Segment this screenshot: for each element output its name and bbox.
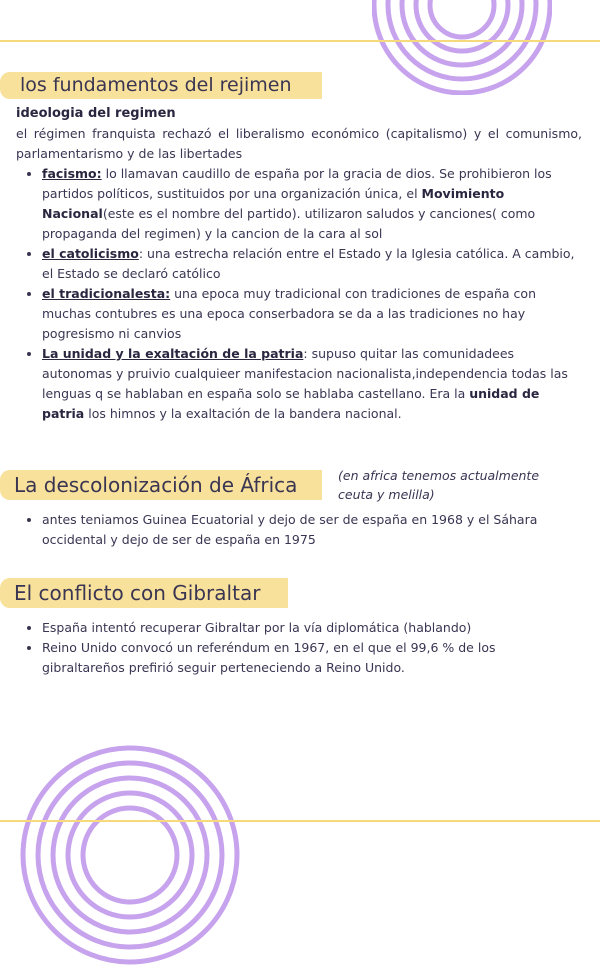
- heading-africa: La descolonización de África: [0, 470, 322, 500]
- list-item-tradicionalesta: [42, 284, 582, 344]
- bold-unidad-patria: unidad de patria: [42, 386, 540, 421]
- decorative-circles-bottom: [20, 745, 240, 965]
- item-text: : una estrecha relación entre el Estado y la Iglesia católica. A cambio, el Estado se declaró católico: [42, 246, 575, 281]
- bold-movimiento: Movimiento Nacional: [42, 186, 505, 221]
- list-item-catolicismo: [42, 244, 582, 284]
- africa-body: [16, 510, 582, 550]
- item-text: (este es el nombre del partido). utilizaron saludos y canciones( como propaganda del regimen) y la cancion de la cara al sol: [42, 206, 536, 241]
- item-text: lo llamavan caudillo de españa por la gracia de dios. Se prohibieron los partidos políticos, sustituidos por una organización única, el: [42, 166, 552, 201]
- heading-fundamentos: los fundamentos del rejimen: [0, 72, 322, 99]
- term-facismo: facismo:: [42, 166, 102, 181]
- africa-note: (en africa tenemos actualmente ceuta y melilla): [338, 468, 540, 502]
- term-tradicionalesta: el tradicionalesta:: [42, 286, 171, 301]
- item-text: : supuso quitar las comunidadees autonomas y pruivio cualquieer manifestacion nacionalista,independencia todas las lenguas q se hablaban en españa solo se hablaba castellano. Era la: [42, 346, 568, 401]
- fundamentos-body: [16, 104, 582, 424]
- intro-paragraph: el régimen franquista rechazó el liberalismo económico (capitalismo) y el comunismo, parlamentarismo y de las libertades: [16, 126, 582, 161]
- africa-list: [16, 510, 582, 550]
- bottom-divider: [0, 820, 600, 822]
- list-item-facismo: [42, 164, 582, 244]
- term-unidad: La unidad y la exaltación de la patria: [42, 346, 304, 361]
- list-item: • Reino Unido convocó un referéndum en 1967, en el que el 99,6 % de los gibraltareños prefirió seguir perteneciendo a Reino Unido.: [42, 638, 582, 678]
- item-text: los himnos y la exaltación de la bandera nacional.: [84, 406, 402, 421]
- list-item-unidad: [42, 344, 582, 424]
- subtitle-ideologia: ideologia del regimen: [16, 106, 176, 121]
- gibraltar-body: [16, 618, 582, 678]
- top-divider: [0, 40, 600, 42]
- decorative-circles-top: [372, 0, 552, 95]
- gibraltar-list: [16, 618, 582, 678]
- item-text: una epoca muy tradicional con tradiciones de españa con muchas contubres es una epoca conserbadora se da a las tradiciones no hay pogresismo ni canvios: [42, 286, 536, 341]
- list-item: • España intentó recuperar Gibraltar por la vía diplomática (hablando): [42, 618, 582, 638]
- heading-gibraltar: El conflicto con Gibraltar: [0, 578, 288, 608]
- fundamentos-list: [16, 164, 582, 424]
- list-item: • antes teniamos Guinea Ecuatorial y dejo de ser de españa en 1968 y el Sáhara occidental y dejo de ser de españa en 1975: [42, 510, 582, 550]
- term-catolicismo: el catolicismo: [42, 246, 139, 261]
